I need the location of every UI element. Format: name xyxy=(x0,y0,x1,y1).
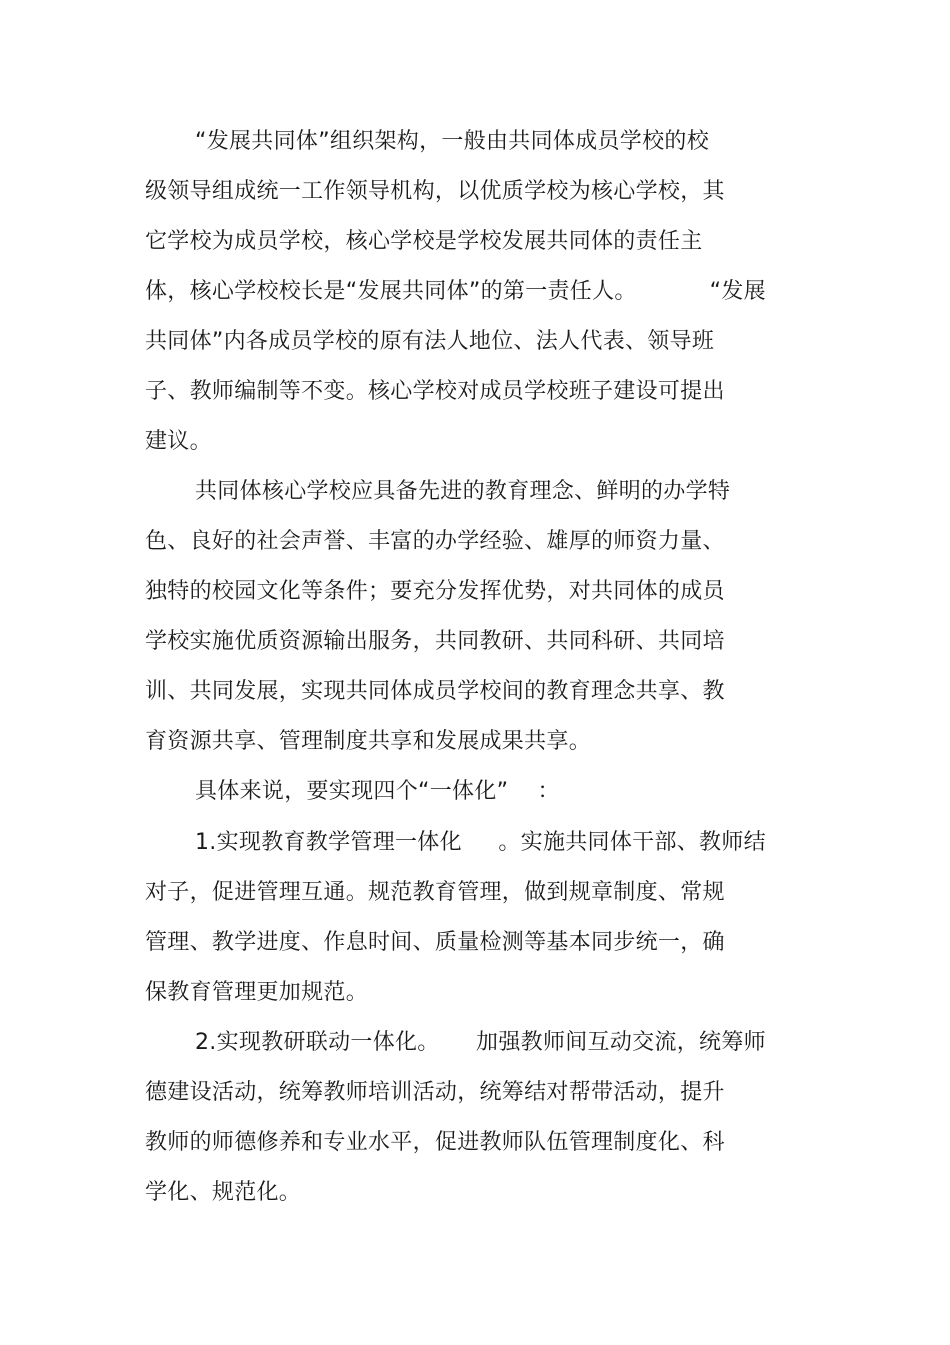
text-line: 管理、教学进度、作息时间、质量检测等基本同步统一，确 xyxy=(145,930,725,955)
text-line: 对子，促进管理互通。规范教育管理，做到规章制度、常规 xyxy=(145,880,725,905)
text-line: 2.实现教研联动一体化。 加强教师间互动交流，统筹师 xyxy=(195,1030,766,1055)
text-line: 德建设活动，统筹教师培训活动，统筹结对帮带活动，提升 xyxy=(145,1080,725,1105)
text-line: 它学校为成员学校，核心学校是学校发展共同体的责任主 xyxy=(145,229,703,254)
text-line: 学化、规范化。 xyxy=(145,1180,302,1205)
text-line: 共同体”内各成员学校的原有法人地位、法人代表、领导班 xyxy=(145,329,715,354)
text-line: 育资源共享、管理制度共享和发展成果共享。 xyxy=(145,729,592,754)
text-line: 学校实施优质资源输出服务，共同教研、共同科研、共同培 xyxy=(145,629,725,654)
text-line: 色、良好的社会声誉、丰富的办学经验、雄厚的师资力量、 xyxy=(145,529,725,554)
text-line: 独特的校园文化等条件；要充分发挥优势，对共同体的成员 xyxy=(145,579,725,604)
text-line: “发展共同体”组织架构，一般由共同体成员学校的校 xyxy=(195,129,709,154)
text-line: 训、共同发展，实现共同体成员学校间的教育理念共享、教 xyxy=(145,679,725,704)
text-line: 建议。 xyxy=(145,429,212,454)
text-line: 具体来说，要实现四个“一体化” ： xyxy=(195,779,560,804)
text-line: 保教育管理更加规范。 xyxy=(145,980,369,1005)
text-line: 1.实现教育教学管理一体化 。实施共同体干部、教师结 xyxy=(195,830,766,855)
text-line: 教师的师德修养和专业水平，促进教师队伍管理制度化、科 xyxy=(145,1130,725,1155)
text-line: 级领导组成统一工作领导机构，以优质学校为核心学校，其 xyxy=(145,179,725,204)
text-line: 体，核心学校校长是“发展共同体”的第一责任人。 “发展 xyxy=(145,279,766,304)
text-line: 子、教师编制等不变。核心学校对成员学校班子建设可提出 xyxy=(145,379,725,404)
text-line: 共同体核心学校应具备先进的教育理念、鲜明的办学特 xyxy=(195,479,731,504)
